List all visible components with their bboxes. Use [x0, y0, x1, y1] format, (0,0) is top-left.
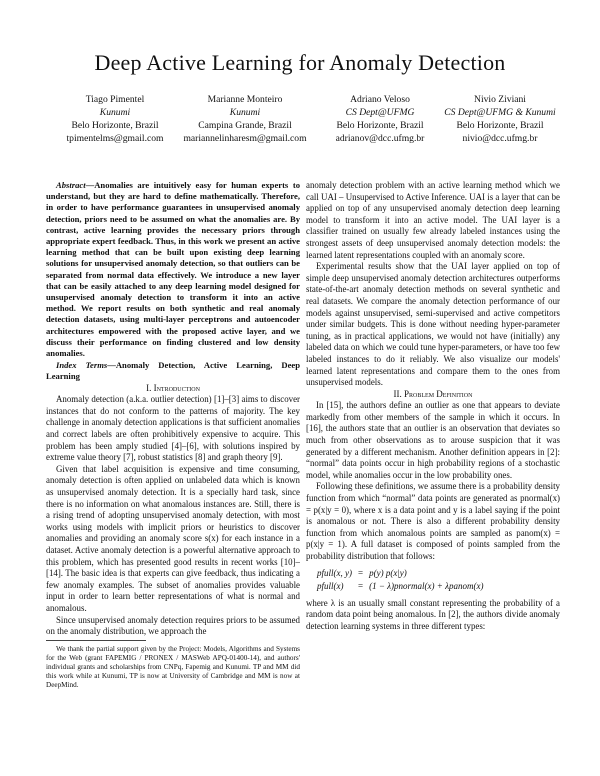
- index-terms-text: —Anomaly Detection, Active Learning, Deep Learning: [46, 360, 300, 382]
- author-block-4: [425, 93, 575, 145]
- paragraph: Following these definitions, we assume there is a probability density function from which “normal” data points are generated as pnormal(x) = p(x|y = 0), where x is a data point and y is a label saying if the point is anomalous or not. There is also a different probability density function from which anomalous points are sampled as panom(x) = p(x|y = 1). A full dataset is composed of points sampled from the probability distribution that follows:: [306, 481, 560, 561]
- abstract: [46, 180, 300, 359]
- author-email: nivio@dcc.ufmg.br: [462, 133, 538, 144]
- author-block-2: [170, 93, 320, 145]
- author-name: Tiago Pimentel: [85, 94, 145, 105]
- paragraph: Experimental results show that the UAI layer applied on top of simple deep unsupervised anomaly detection architectures outperforms state-of-the-art anomaly detection methods on several synthetic and real datasets. We compare the anomaly detection performance of our models against unsupervised, semi-supervised and active competitors under similar budgets. This is done without needing hyper-parameter tuning, as in practical applications, we would not have (initially) any labeled data on which we could tune hyper-parameters, or have too few labeled instances to do it reliably. We also visualize our models' learned latent representations and compare them to the ones from unsupervised models.: [306, 261, 560, 388]
- equation-lhs: pfull(x, y): [317, 567, 352, 578]
- author-location: Belo Horizonte, Brazil: [71, 120, 159, 131]
- author-name: Nivio Ziviani: [474, 94, 526, 105]
- paragraph: Anomaly detection (a.k.a. outlier detection) [1]–[3] aims to discover instances that do not conform to the patterns of majority. The key challenge in anomaly detection applications is that sufficient anomalies and correct labels are often prohibitively expensive to acquire. This problem has been amply studied [4]–[6], with solutions inspired by extreme value theory [7], robust statistics [8] and graph theory [9].: [46, 394, 300, 463]
- paper-title: Deep Active Learning for Anomaly Detection: [94, 50, 506, 75]
- paragraph: where λ is an usually small constant representing the probability of a random data point being anomalous. In [2], the authors divide anomaly detection learning systems in three different types:: [306, 597, 560, 631]
- author-block-1: [40, 93, 190, 145]
- abstract-text: —Anomalies are intuitively easy for human experts to understand, but they are hard to define mathematically. Therefore, in order to have performance guarantees in unsupervised anomaly detection, priors need to be assumed on what the anomalies are. By contrast, active learning provides the necessary priors through appropriate expert feedback. Thus, in this work we present an active learning method that can be built upon existing deep learning solutions for unsupervised anomaly detection, so that outliers can be separated from normal data effectively. We introduce a new layer that can be easily attached to any deep learning model designed for unsupervised anomaly detection to transform it into an active method. We report results on both synthetic and real anomaly detection datasets, using multi-layer perceptrons and autoencoder architectures empowered with the proposed active layer, and we discuss their performance on finding clustered and low density anomalies.: [46, 180, 300, 359]
- paragraph: Given that label acquisition is expensive and time consuming, anomaly detection is often applied on unlabeled data which is known as unsupervised anomaly detection. It is a specially hard task, since there is no information on what anomalous instances are. Still, there is a rising trend of adopting unsupervised anomaly detection, with most works using models with implicit priors or heuristics to discover anomalies and providing an anomaly score s(x) for each instance in a dataset. Active anomaly detection is a powerful alternative approach to this problem, which has presented good results in recent works [10]–[14]. The basic idea is that experts can give feedback, thus indicating a few anomaly examples. The subset of anomalies provides valuable input in order to learn better representations of what is normal and anomalous.: [46, 463, 300, 613]
- footnote-rule: [46, 640, 146, 641]
- author-name: Marianne Monteiro: [207, 94, 283, 105]
- equation-block: pfull(x, y) = p(y) p(x|y) pfull(x) = (1 − λ)pnormal(x) + λpanom(x): [306, 567, 560, 594]
- author-affiliation: CS Dept@UFMG & Kunumi: [444, 107, 556, 118]
- equation-rhs: p(y) p(x|y): [369, 567, 407, 578]
- paragraph: Since unsupervised anomaly detection requires priors to be assumed on the anomaly distribution, we approach the: [46, 614, 300, 637]
- equation-lhs: pfull(x): [317, 581, 344, 592]
- footnote: We thank the partial support given by the Project: Models, Algorithms and Systems for the Web (grant FAPEMIG / PRONEX / MASWeb APQ-01400-14), and authors' individual grants and scholarships from CNPq, Fapemig and Kunumi. TP and MM did this work while at Kunumi, TP is now at University of Cambridge and MM is now at DeepMind.: [46, 644, 300, 689]
- section-heading-problem-definition: II. Problem Definition: [393, 388, 473, 399]
- author-name: Adriano Veloso: [350, 94, 410, 105]
- author-email: mariannelinharesm@gmail.com: [183, 133, 307, 144]
- author-location: Campina Grande, Brazil: [198, 120, 292, 131]
- left-column: [46, 180, 300, 690]
- author-location: Belo Horizonte, Brazil: [456, 120, 544, 131]
- author-affiliation: CS Dept@UFMG: [345, 107, 415, 118]
- equation-rhs: (1 − λ)pnormal(x) + λpanom(x): [369, 581, 484, 592]
- abstract-label: Abstract: [56, 180, 86, 190]
- index-terms-label: Index Terms: [56, 360, 108, 371]
- author-email: tpimentelms@gmail.com: [66, 133, 164, 144]
- section-heading-introduction: I. Introduction: [146, 382, 200, 393]
- paragraph: In [15], the authors define an outlier as one that appears to deviate markedly from other members of the sample in which it occurs. In [16], the authors state that an outlier is an observation that deviates so much from other observations as to arouse suspicion that it was generated by a different mechanism. Another definition appears in [2]: “normal” data points occur in high probability regions of a stochastic model, while anomalies occur in the low probability ones.: [306, 400, 560, 480]
- right-column: [306, 180, 560, 633]
- index-terms: [46, 360, 300, 382]
- paragraph: anomaly detection problem with an active learning method which we call UAI – Unsupervised to Active Inference. UAI is a layer that can be applied on top of any unsupervised anomaly detection deep learning model to transform it into an active model. The UAI layer is a classifier trained on usually few already labeled instances using the strongest assets of deep unsupervised anomaly detection models: the learned latent representations coupled with an anomaly score.: [306, 180, 560, 260]
- author-affiliation: Kunumi: [99, 107, 131, 118]
- author-email: adrianov@dcc.ufmg.br: [335, 133, 425, 144]
- author-location: Belo Horizonte, Brazil: [336, 120, 424, 131]
- author-affiliation: Kunumi: [229, 107, 261, 118]
